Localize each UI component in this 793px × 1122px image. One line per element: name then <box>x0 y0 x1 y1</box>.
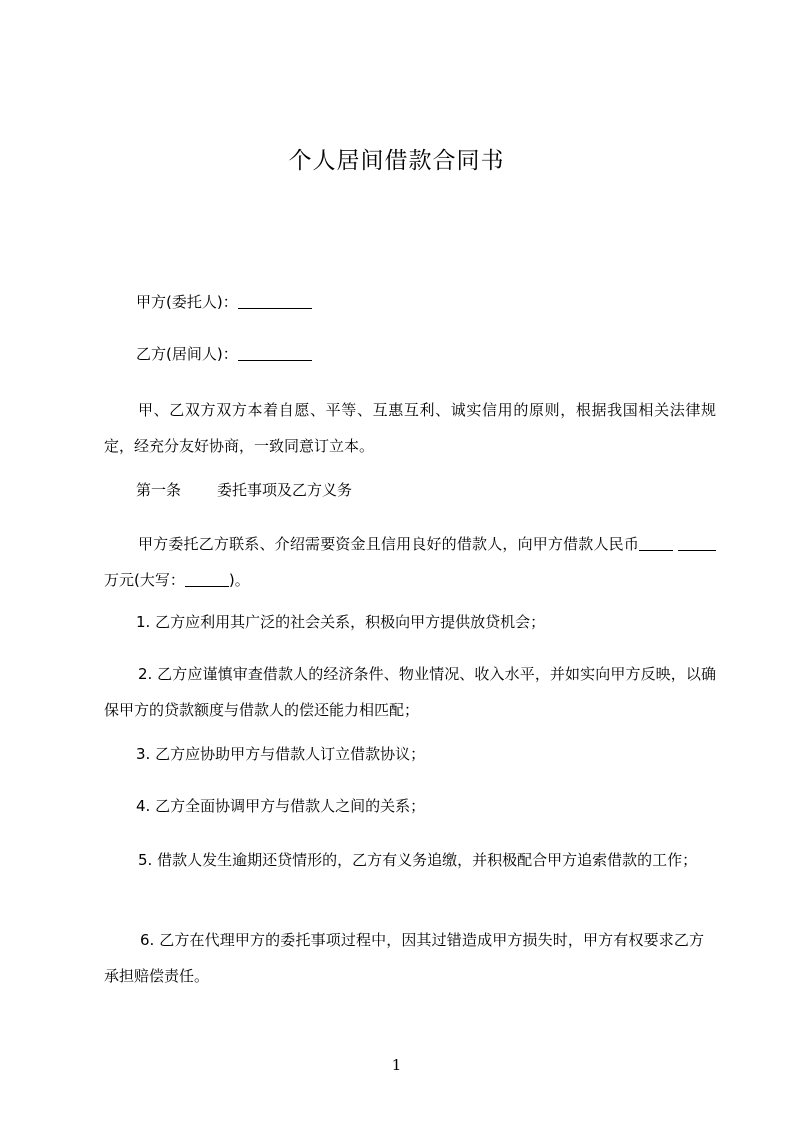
party-b-line <box>136 344 312 364</box>
article-1-intro-text-a: 甲方委托乙方联系、介绍需要资金且信用良好的借款人，向甲方借款人民币 <box>138 535 640 553</box>
party-a-line <box>136 292 312 312</box>
item-2: 2. 乙方应谨慎审查借款人的经济条件、物业情况、收入水平，并如实向甲方反映，以确保甲方的贷款额度与借款人的偿还能力相匹配； <box>104 665 716 719</box>
item-4: 4. 乙方全面协调甲方与借款人之间的关系； <box>136 797 426 815</box>
article-1-heading <box>136 480 352 500</box>
party-b-label: 乙方(居间人)： <box>136 345 238 363</box>
item-3: 3. 乙方应协助甲方与借款人订立借款协议； <box>136 745 426 763</box>
article-1-title: 委托事项及乙方义务 <box>217 481 353 499</box>
amount-words-blank <box>185 572 229 587</box>
article-1-intro-text-c: )。 <box>228 571 250 589</box>
item-1: 1. 乙方应利用其广泛的社会关系，积极向甲方提供放贷机会； <box>136 613 546 631</box>
party-a-blank <box>238 294 312 309</box>
document-title: 个人居间借款合同书 <box>288 148 505 174</box>
party-b-blank <box>238 346 312 361</box>
article-1-intro-text-b: 万元(大写： <box>104 571 185 589</box>
article-1-number: 第一条 <box>136 481 182 499</box>
article-1-intro <box>104 526 716 598</box>
item-6: 6. 乙方在代理甲方的委托事项过程中，因其过错造成甲方损失时，甲方有权要求乙方承担赔偿责任。 <box>104 931 704 985</box>
preamble-paragraph: 甲、乙双方双方本着自愿、平等、互惠互利、诚实信用的原则，根据我国相关法律规定，经充分友好协商，一致同意订立本。 <box>104 401 716 455</box>
item-5: 5. 借款人发生逾期还贷情形的，乙方有义务追缴，并积极配合甲方追索借款的工作； <box>138 851 698 869</box>
page-number: 1 <box>391 1056 402 1074</box>
amount-blank-2 <box>678 536 716 551</box>
party-a-label: 甲方(委托人)： <box>136 293 238 311</box>
amount-blank-1 <box>639 536 673 551</box>
